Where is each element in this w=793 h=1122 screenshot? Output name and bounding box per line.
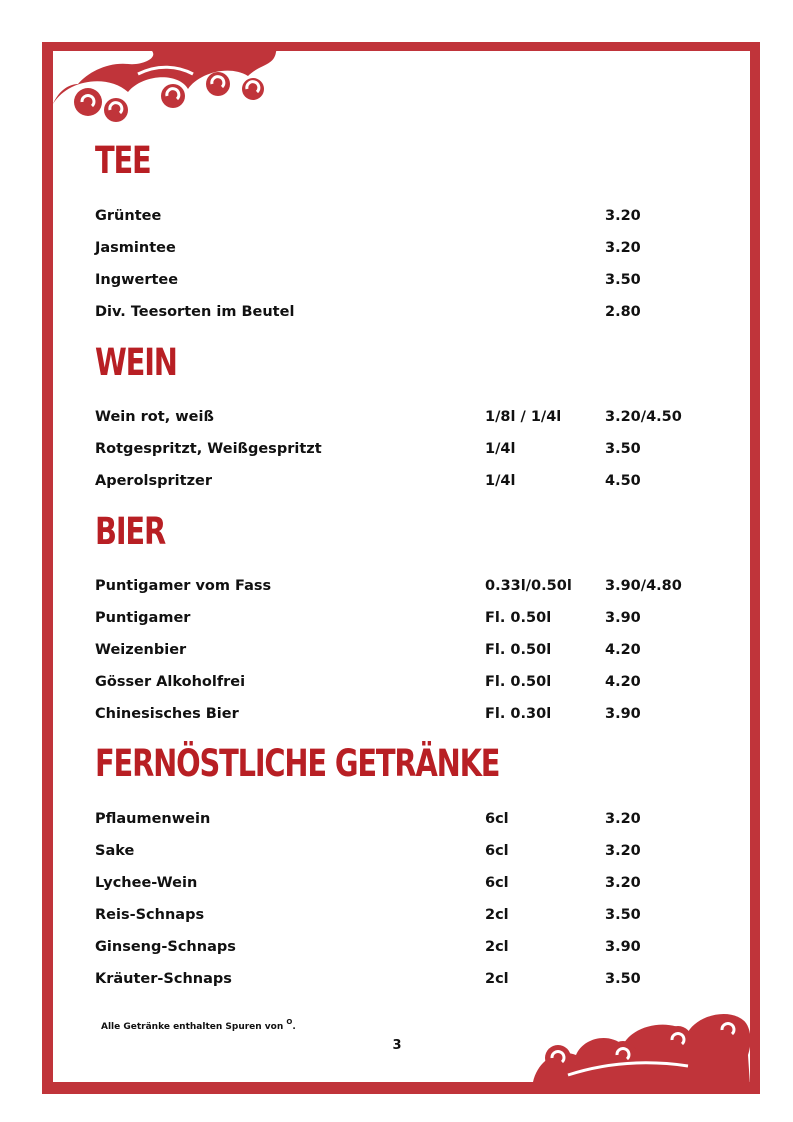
item-size: 2cl [485, 939, 509, 955]
item-size: 2cl [485, 907, 509, 923]
item-price: 3.50 [605, 272, 641, 288]
item-name: Pflaumenwein [95, 811, 211, 827]
item-size: Fl. 0.50l [485, 610, 552, 626]
item-price: 3.50 [605, 907, 641, 923]
menu-item [95, 640, 715, 660]
item-price: 3.90 [605, 939, 641, 955]
item-size: Fl. 0.30l [485, 706, 552, 722]
item-size: Fl. 0.50l [485, 642, 552, 658]
menu-item [95, 672, 715, 692]
item-name: Sake [95, 843, 135, 859]
item-size: 1/4l [485, 473, 516, 489]
menu-item [95, 841, 715, 861]
item-name: Ginseng-Schnaps [95, 939, 236, 955]
item-name: Lychee-Wein [95, 875, 198, 891]
allergen-footnote [101, 1019, 296, 1032]
item-price: 3.90 [605, 610, 641, 626]
item-price: 3.90/4.80 [605, 578, 682, 594]
item-size: 6cl [485, 875, 509, 891]
menu-item [95, 206, 715, 226]
item-size: 1/8l / 1/4l [485, 409, 562, 425]
menu-item [95, 238, 715, 258]
item-name: Puntigamer [95, 610, 191, 626]
menu-item [95, 608, 715, 628]
menu-item [95, 704, 715, 724]
item-name: Grüntee [95, 208, 162, 224]
item-name: Weizenbier [95, 642, 187, 658]
section-title-fernoestliche-getraenke: FERNÖSTLICHE GETRÄNKE [95, 742, 500, 785]
item-price: 4.50 [605, 473, 641, 489]
section-title-wein: WEIN [95, 341, 177, 384]
item-size: 6cl [485, 843, 509, 859]
menu-item [95, 937, 715, 957]
footnote-marker: O [286, 1018, 293, 1026]
item-size: 0.33l/0.50l [485, 578, 572, 594]
cloud-ornament-icon [528, 1000, 753, 1085]
item-price: 3.20 [605, 208, 641, 224]
menu-item [95, 407, 715, 427]
item-price: 3.50 [605, 441, 641, 457]
menu-item [95, 809, 715, 829]
item-size: 1/4l [485, 441, 516, 457]
menu-item [95, 576, 715, 596]
item-name: Jasmintee [95, 240, 176, 256]
item-name: Rotgespritzt, Weißgespritzt [95, 441, 322, 457]
item-price: 3.20/4.50 [605, 409, 682, 425]
item-price: 3.20 [605, 240, 641, 256]
item-size: Fl. 0.50l [485, 674, 552, 690]
menu-item [95, 270, 715, 290]
menu-item [95, 439, 715, 459]
footnote-text: Alle Getränke enthalten Spuren von [101, 1022, 284, 1032]
item-name: Chinesisches Bier [95, 706, 239, 722]
item-name: Gösser Alkoholfrei [95, 674, 246, 690]
cloud-ornament-icon [48, 44, 278, 134]
item-price: 3.20 [605, 875, 641, 891]
menu-item [95, 969, 715, 989]
item-name: Ingwertee [95, 272, 179, 288]
item-price: 3.90 [605, 706, 641, 722]
item-name: Reis-Schnaps [95, 907, 205, 923]
menu-item [95, 471, 715, 491]
section-title-tee: TEE [95, 139, 151, 182]
item-size: 2cl [485, 971, 509, 987]
item-price: 3.20 [605, 843, 641, 859]
menu-item [95, 873, 715, 893]
item-price: 4.20 [605, 642, 641, 658]
item-name: Puntigamer vom Fass [95, 578, 272, 594]
menu-item [95, 302, 715, 322]
item-name: Kräuter-Schnaps [95, 971, 232, 987]
page-number: 3 [392, 1038, 402, 1053]
item-price: 4.20 [605, 674, 641, 690]
item-name: Wein rot, weiß [95, 409, 214, 425]
footnote-end: . [292, 1022, 296, 1032]
section-title-bier: BIER [95, 510, 165, 553]
menu-item [95, 905, 715, 925]
item-price: 2.80 [605, 304, 641, 320]
item-price: 3.20 [605, 811, 641, 827]
item-size: 6cl [485, 811, 509, 827]
item-name: Div. Teesorten im Beutel [95, 304, 295, 320]
item-name: Aperolspritzer [95, 473, 213, 489]
item-price: 3.50 [605, 971, 641, 987]
